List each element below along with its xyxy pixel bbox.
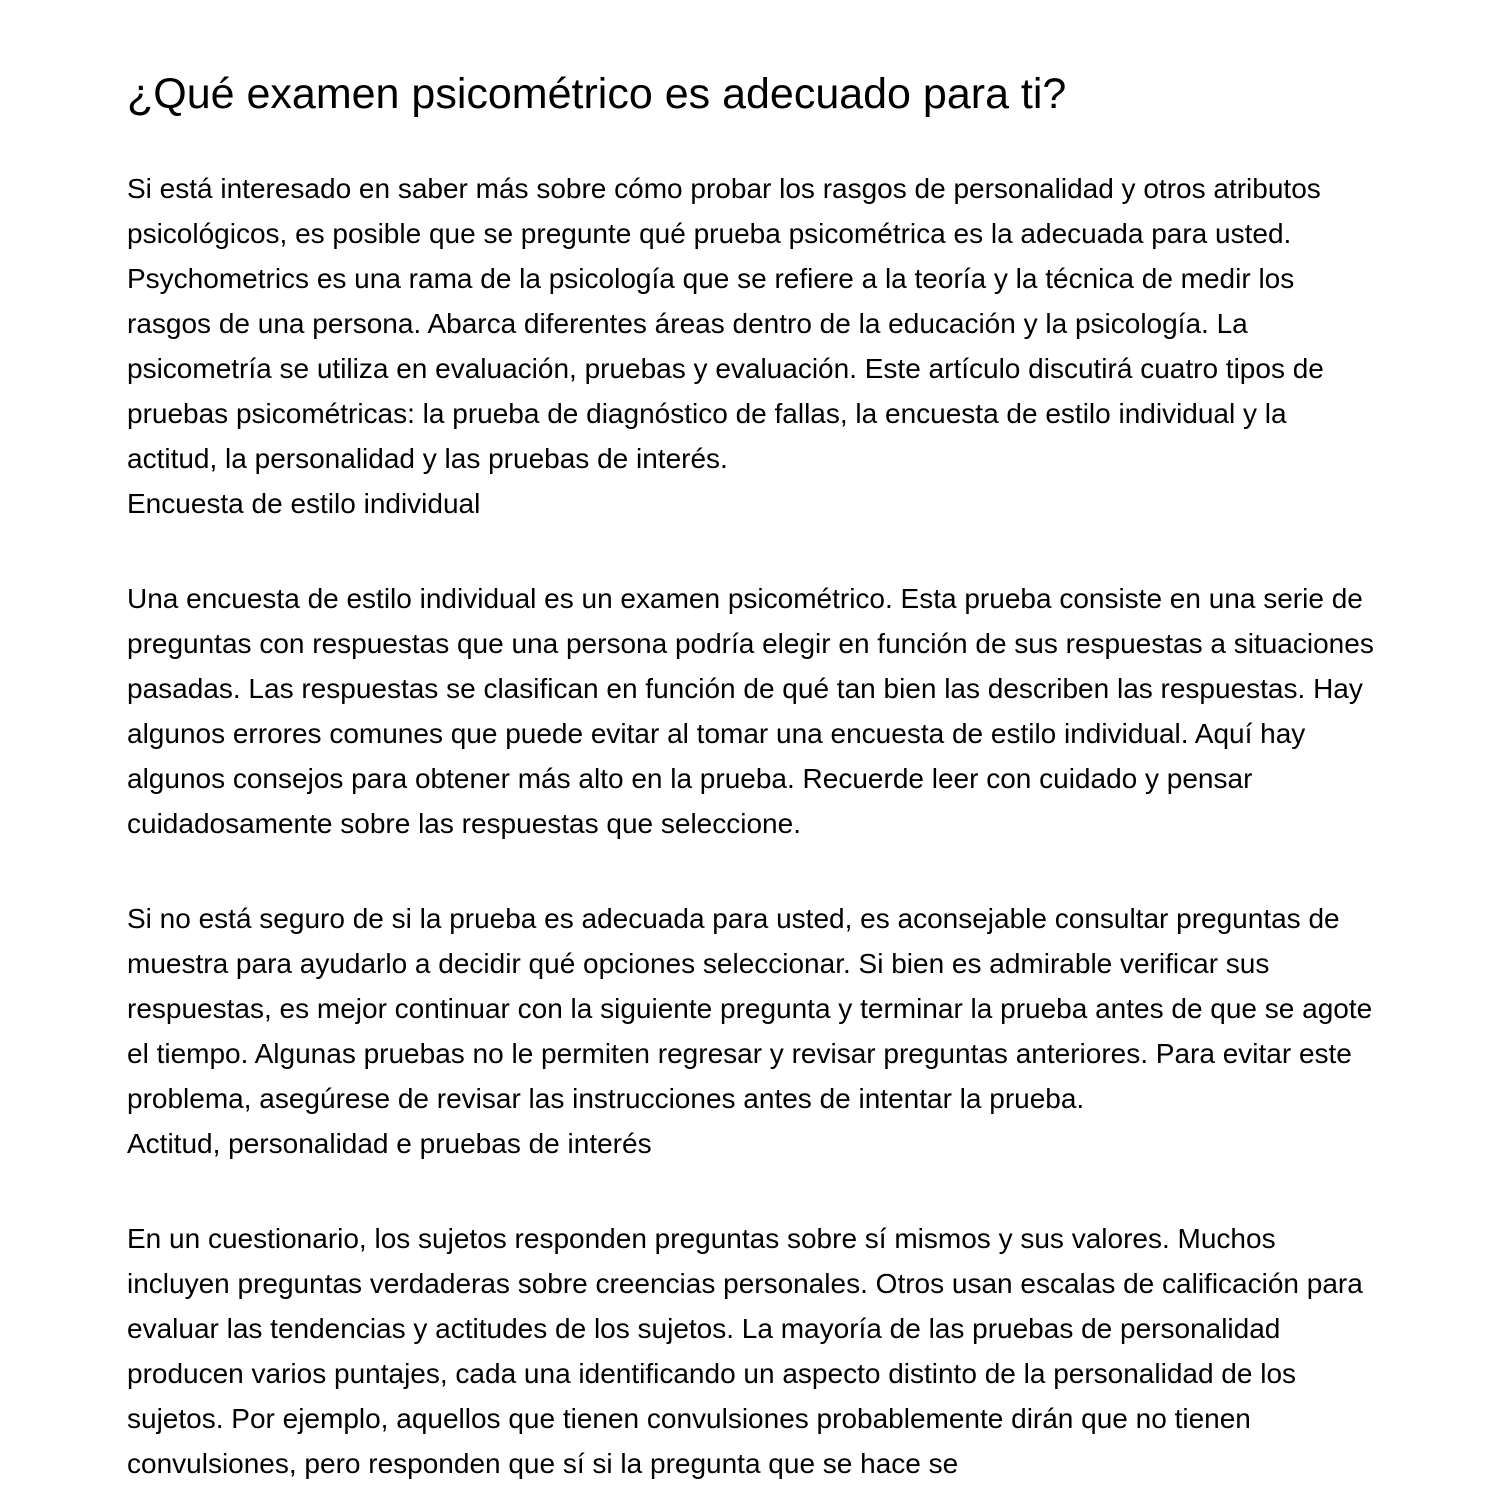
- page-title: ¿Qué examen psicométrico es adecuado para ti?: [127, 70, 1067, 118]
- paragraph-text: Una encuesta de estilo individual es un examen psicométrico. Esta prueba consiste en una serie de preguntas con respuestas que una persona podría elegir en función de sus respuestas a situaciones pasadas. Las respuestas se clasifican en función de qué tan bien las describen las respuestas. Hay algunos errores comunes que puede evitar al tomar una encuesta de estilo individual. Aquí hay algunos consejos para obtener más alto en la prueba. Recuerde leer con cuidado y pensar cuidadosamente sobre las respuestas que seleccione.: [127, 583, 1374, 839]
- section-subheading: Actitud, personalidad e pruebas de interés: [127, 1128, 652, 1159]
- paragraph-text: Si está interesado en saber más sobre cómo probar los rasgos de personalidad y otros atributos psicológicos, es posible que se pregunte qué prueba psicométrica es la adecuada para usted. Psychometrics es una rama de la psicología que se refiere a la teoría y la técnica de medir los rasgos de una persona. Abarca diferentes áreas dentro de la educación y la psicología. La psicometría se utiliza en evaluación, pruebas y evaluación. Este artículo discutirá cuatro tipos de pruebas psicométricas: la prueba de diagnóstico de fallas, la encuesta de estilo individual y la actitud, la personalidad y las pruebas de interés.: [127, 173, 1324, 474]
- paragraph: [127, 896, 1375, 1166]
- paragraph-text: En un cuestionario, los sujetos responden preguntas sobre sí mismos y sus valores. Muchos incluyen preguntas verdaderas sobre creencias personales. Otros usan escalas de calificación para evaluar las tendencias y actitudes de los sujetos. La mayoría de las pruebas de personalidad producen varios puntajes, cada una identificando un aspecto distinto de la personalidad de los sujetos. Por ejemplo, aquellos que tienen convulsiones probablemente dirán que no tienen convulsiones, pero responden que sí si la pregunta que se hace se: [127, 1223, 1363, 1479]
- section-subheading: Encuesta de estilo individual: [127, 488, 481, 519]
- paragraph: [127, 576, 1375, 846]
- paragraph-text: Si no está seguro de si la prueba es adecuada para usted, es aconsejable consultar preguntas de muestra para ayudarlo a decidir qué opciones seleccionar. Si bien es admirable verificar sus respuestas, es mejor continuar con la siguiente pregunta y terminar la prueba antes de que se agote el tiempo. Algunas pruebas no le permiten regresar y revisar preguntas anteriores. Para evitar este problema, asegúrese de revisar las instrucciones antes de intentar la prueba.: [127, 903, 1373, 1114]
- paragraph: [127, 166, 1375, 526]
- paragraph: [127, 1216, 1375, 1486]
